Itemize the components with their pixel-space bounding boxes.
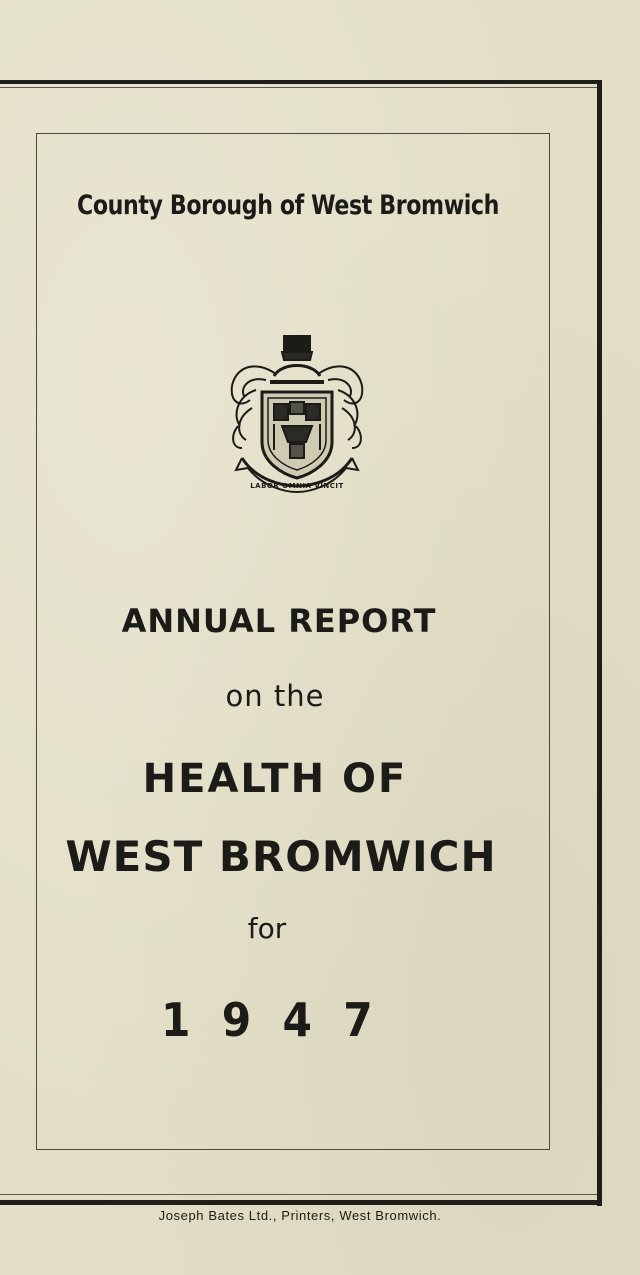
report-title: ANNUAL REPORT: [121, 602, 437, 640]
frame-bottom-rule: [0, 1200, 602, 1205]
frame-top-rule: [0, 80, 602, 84]
frame-top-thin-rule: [0, 87, 598, 88]
report-year: 1 9 4 7: [161, 993, 381, 1047]
subject-line-1: HEALTH OF: [142, 756, 408, 802]
authority-heading: County Borough of West Bromwich: [77, 190, 499, 221]
frame-right-rule: [597, 80, 602, 1206]
coat-of-arms-icon: [226, 330, 368, 496]
year-connector: for: [247, 912, 287, 945]
printer-imprint: Joseph Bates Ltd., Printers, West Bromwich.: [158, 1208, 442, 1223]
frame-bottom-thin-rule: [0, 1194, 597, 1195]
subject-line-2: WEST BROMWICH: [65, 832, 497, 881]
title-connector: on the: [225, 679, 325, 713]
motto-text: LABOR OMNIA VINCIT: [250, 482, 344, 490]
